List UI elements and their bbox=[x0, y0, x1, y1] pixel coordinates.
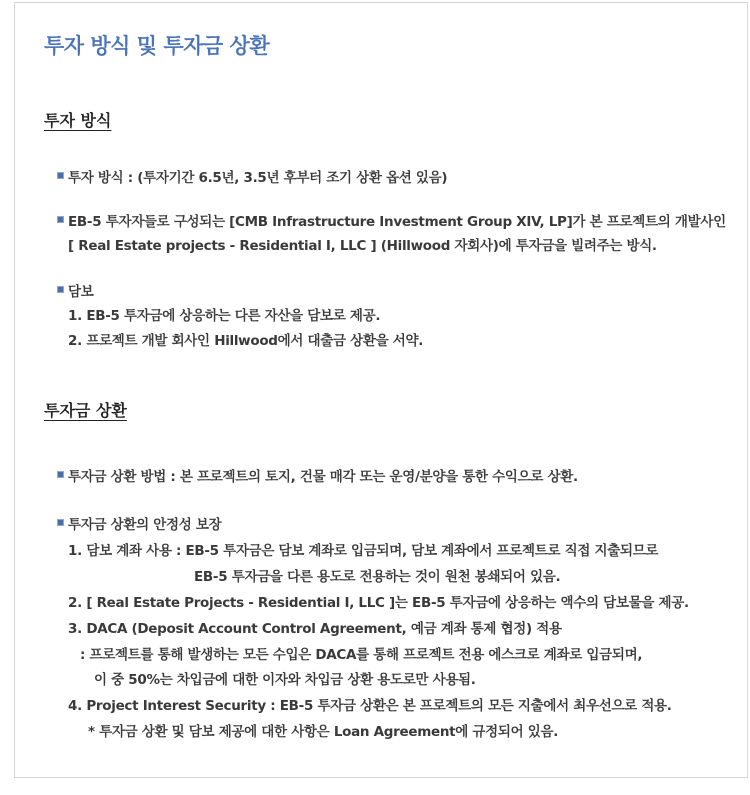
repayment-note: * 투자금 상환 및 담보 제공에 대한 사항은 Loan Agreement에 규정되어 있음. bbox=[88, 724, 559, 740]
repayment-security-label: 투자금 상환의 안정성 보장 bbox=[68, 517, 222, 533]
collateral-label: 담보 bbox=[68, 284, 94, 300]
repayment-sub-item-1-line1: 1. 담보 계좌 사용 : EB-5 투자금은 담보 계좌로 입금되며, 담보 계좌에서 프로젝트로 직접 지출되므로 bbox=[68, 543, 659, 559]
bullet-icon bbox=[57, 216, 64, 223]
page-title: 투자 방식 및 투자금 상환 bbox=[44, 34, 270, 58]
repayment-sub-item-2: 2. [ Real Estate Projects - Residential I, LLC ]는 EB-5 투자금에 상응하는 액수의 담보물을 제공. bbox=[68, 595, 689, 611]
bullet-icon bbox=[57, 519, 64, 526]
repayment-sub-item-3-line1: 3. DACA (Deposit Account Control Agreement, 예금 계좌 통제 협정) 적용 bbox=[68, 621, 562, 637]
section-heading-repayment: 투자금 상환 bbox=[44, 401, 127, 420]
repayment-sub-item-3-line3: 이 중 50%는 차입금에 대한 이자와 차입금 상환 용도로만 사용됨. bbox=[94, 672, 476, 688]
investment-structure-line2: [ Real Estate projects - Residential I, LLC ] (Hillwood 자회사)에 투자금을 빌려주는 방식. bbox=[68, 238, 657, 254]
investment-structure-line1: EB-5 투자자들로 구성되는 [CMB Infrastructure Investment Group XIV, LP]가 본 프로젝트의 개발사인 bbox=[68, 214, 726, 230]
bullet-icon bbox=[57, 471, 64, 478]
repayment-sub-item-4: 4. Project Interest Security : EB-5 투자금 상환은 본 프로젝트의 모든 지출에서 최우선으로 적용. bbox=[68, 698, 672, 714]
collateral-sub-item-1: 1. EB-5 투자금에 상응하는 다른 자산을 담보로 제공. bbox=[68, 308, 381, 324]
investment-method-item: 투자 방식 : (투자기간 6.5년, 3.5년 후부터 조기 상환 옵션 있음) bbox=[68, 170, 448, 186]
repayment-sub-item-1-line2: EB-5 투자금을 다른 용도로 전용하는 것이 원천 봉쇄되어 있음. bbox=[194, 569, 561, 585]
repayment-sub-item-3-line2: : 프로젝트를 통해 발생하는 모든 수입은 DACA를 통해 프로젝트 전용 에스크로 계좌로 입금되며, bbox=[80, 647, 643, 663]
repayment-method-item: 투자금 상환 방법 : 본 프로젝트의 토지, 건물 매각 또는 운영/분양을 통한 수익으로 상환. bbox=[68, 469, 578, 485]
bullet-icon bbox=[57, 286, 64, 293]
collateral-sub-item-2: 2. 프로젝트 개발 회사인 Hillwood에서 대출금 상환을 서약. bbox=[68, 333, 424, 349]
bullet-icon bbox=[57, 172, 64, 179]
section-heading-investment-method: 투자 방식 bbox=[44, 111, 112, 130]
